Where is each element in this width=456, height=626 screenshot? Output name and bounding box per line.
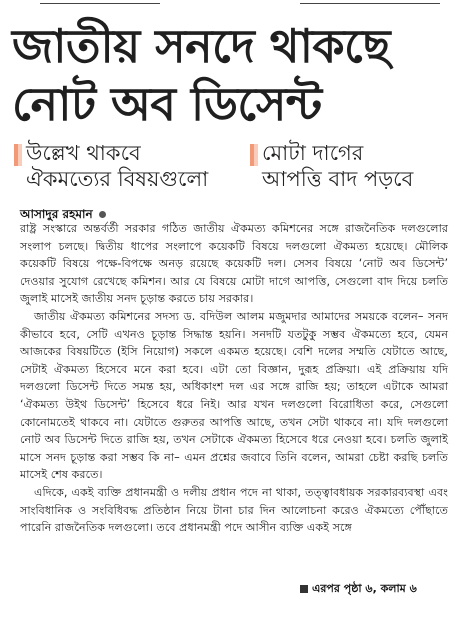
square-icon <box>300 585 308 593</box>
paragraph-1: রাষ্ট্র সংস্কারে অন্তর্বর্তী সরকার গঠিত জাতীয় ঐকমত্য কমিশনের সঙ্গে রাজনৈতিক দলগুলোর সংলাপ চলছে। দ্বিতীয় ধাপের সংলাপে কয়েকটি বিষয়ে দলগুলো ঐকমত্য হয়েছে। মৌলিক কয়েকটি বিষয়ে পক্ষে-বিপক্ষে অনড় রয়েছে কয়েকটি দল। সেসব বিষয়ে ‘নোট অব ডিসেন্ট’ দেওয়ার সুযোগ রেখেছে কমিশন। আর যে বিষয়ে মোটা দাগে আপত্তি, সেগুলো বাদ দিয়ে চলতি জুলাই মাসেই জাতীয় সনদ চূড়ান্ত করতে চায় সরকার। <box>20 222 448 306</box>
author-name: আসাদুর রহমান <box>20 207 93 221</box>
paragraph-3: এদিকে, একই ব্যক্তি প্রধানমন্ত্রী ও দলীয় প্রধান পদে না থাকা, তত্ত্বাবধায়ক সরকারব্যবস্থা এবং সাংবিধানিক ও সংবিধিবদ্ধ প্রতিষ্ঠান নিয়ে টানা চার দিন আলোচনা করেও ঐকমত্যে পৌঁছাতে পারেনি রাজনৈতিক দলগুলো। তবে প্রধানমন্ত্রী পদে আসীন ব্যক্তি একই সঙ্গে <box>20 485 448 535</box>
accent-bar <box>250 144 254 166</box>
accent-bar <box>14 144 18 166</box>
continued-on <box>300 580 417 599</box>
clipped-previous-text <box>0 0 456 8</box>
paragraph-2: জাতীয় ঐকমত্য কমিশনের সদস্য ড. বদিউল আলম মজুমদার আমাদের সময়কে বলেন– সনদ কীভাবে হবে, সেটি এখনও চূড়ান্ত সিদ্ধান্ত হয়নি। সনদটি যতটুকু সম্ভব ঐকমত্যে হবে, যেমন আজকের বিষয়টিতে (ইসি নিয়োগ) সকলে একমত হয়েছে। বেশি দলের সম্মতি যেটাতে আছে, সেটাই ঐকমত্য হিসেবে মনে করা হবে। এটা তো বিজ্ঞান, দুরূহ প্রক্রিয়া। এই প্রক্রিয়ায় যদি দলগুলো ডিসেন্ট দিতে সমন্ত হয়, অধিকাংশ দল এর সঙ্গে রাজি হয়; তাহলে এটাকে আমরা ‘ঐকমত্য উইথ ডিসেন্ট’ হিসেবে ধরে নিই। আর যখন দলগুলো বিরোধিতা করে, সেগুলো কোনোমতেই থাকবে না। যেটাতে গুরুতর আপত্তি আছে, তখন সেটা থাকবে না। যদি দলগুলো নোট অব ডিসেন্ট দিতে রাজি হয়, তখন সেটাকে ঐকমত্য হিসেবে ধরে নেওয়া হবে। চলতি জুলাই মাসে সনদ চূড়ান্ত করা সম্ভব কি না– এমন প্রশ্নের জবাবে তিনি বলেন, আমরা চেষ্টা করছি চলতি মাসেই শেষ করতে। <box>20 309 448 482</box>
headline-line-2: নোট অব ডিসেন্ট <box>12 77 322 131</box>
headline-line-1: জাতীয় সনদে থাকছে <box>12 19 390 73</box>
subhead-left-line-2: ঐকমত্যের বিষয়গুলো <box>26 167 209 191</box>
subhead-left-line-1: উল্লেখ থাকবে <box>26 141 141 165</box>
subhead-right-line-1: মোটা দাগের <box>262 141 364 165</box>
subhead-right-line-2: আপত্তি বাদ পড়বে <box>262 167 414 191</box>
continued-text: এরপর পৃষ্ঠা ৬, কলাম ৬ <box>312 582 417 595</box>
article-body <box>20 220 448 537</box>
bullet-icon <box>99 211 106 218</box>
